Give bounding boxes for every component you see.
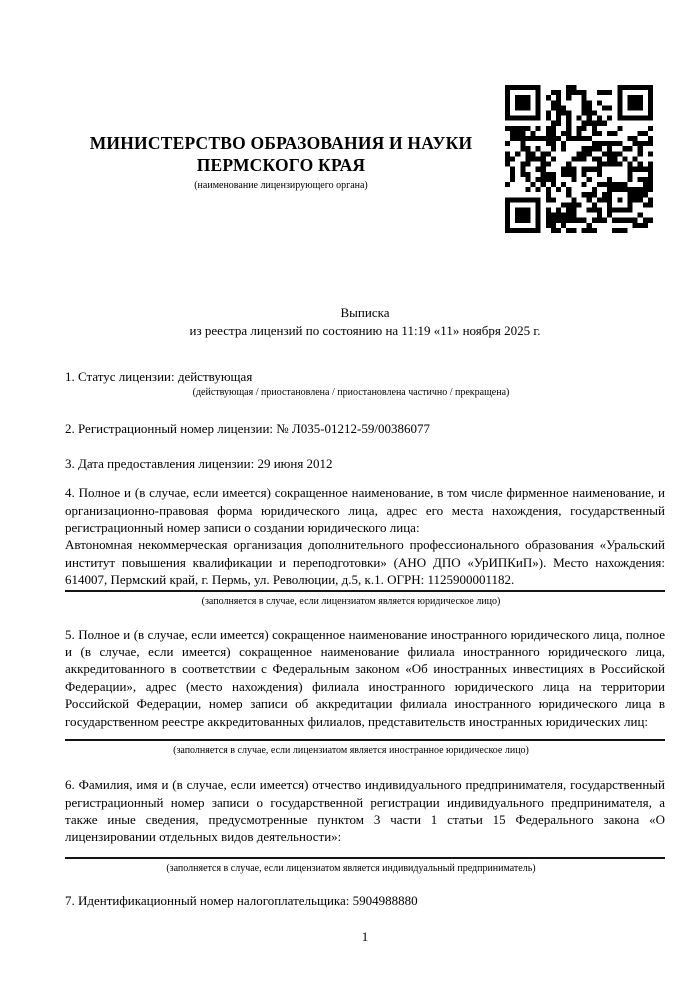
item-5-question: 5. Полное и (в случае, если имеется) сокращенное наименование иностранного юридического лица, полное и (в случае, если имеется) сокращенное наименование филиала иностранного юридического лица, аккредитованного в соответствии с Федеральным законом «Об иностранных инвестициях в Российской Федерации», адрес (место нахождения) филиала иностранного юридического лица на территории Российской Федерации, номер записи об аккредитации филиала иностранного юридического лица в государственном реестре аккредитованных филиалов, представительств иностранных юридических лиц: <box>65 626 665 729</box>
item-1-license-status: 1. Статус лицензии: действующая <box>65 369 253 384</box>
legal-entity-note: (заполняется в случае, если лицензиатом является юридическое лицо) <box>201 595 501 607</box>
item-6-question: 6. Фамилия, имя и (в случае, если имеется) отчество индивидуального предпринимателя, государственный регистрационный номер записи о государственной регистрации индивидуального предпринимателя, а также иные сведения, предусмотренные пунктом 3 части 1 статьи 15 Федерального закона «О лицензировании отдельных видов деятельности»: <box>65 777 665 845</box>
item-7-taxpayer-number: 7. Идентификационный номер налогоплательщика: 5904988880 <box>65 892 418 908</box>
ministry-name-line2: ПЕРМСКОГО КРАЯ <box>196 155 366 175</box>
document-title <box>65 304 665 340</box>
item-6-entrepreneur-block <box>65 776 665 875</box>
rule-legal-entity <box>65 590 665 592</box>
item-4-question: 4. Полное и (в случае, если имеется) сокращенное наименование, в том числе фирменное наименование, и организационно-правовая форма юридического лица, адрес его места нахождения, государственный регистрационный номер записи о создании юридического лица: <box>65 485 665 536</box>
item-4-answer: Автономная некоммерческая организация дополнительного профессионального образования «Уральский институт повышения квалификации и переподготовки» (АНО ДПО «УрИПКиП»). Место нахождения: 614007, Пермский край, г. Пермь, ул. Революции, д.5, к.1. ОГРН: 1125900001182. <box>65 537 665 588</box>
licensing-authority-header <box>65 0 497 192</box>
item-1-status-options-note: (действующая / приостановлена / приостановлена частично / прекращена) <box>192 387 510 399</box>
ministry-caption: (наименование лицензирующего органа) <box>194 180 368 191</box>
item-2-registration-number: 2. Регистрационный номер лицензии: № Л035-01212-59/00386077 <box>65 421 431 437</box>
entrepreneur-note: (заполняется в случае, если лицензиатом является индивидуальный предприниматель) <box>166 862 536 874</box>
ministry-name-line1: МИНИСТЕРСТВО ОБРАЗОВАНИЯ И НАУКИ <box>89 133 473 153</box>
qr-code-icon <box>505 83 653 235</box>
item-4-legal-entity-block <box>65 484 665 607</box>
foreign-entity-note: (заполняется в случае, если лицензиатом является иностранное юридическое лицо) <box>173 745 529 757</box>
item-3-grant-date: 3. Дата предоставления лицензии: 29 июня 2012 <box>65 455 333 471</box>
item-5-foreign-entity-block <box>65 626 665 757</box>
rule-entrepreneur <box>65 857 665 859</box>
document-title-line1: Выписка <box>340 305 390 320</box>
page-number: 1 <box>361 929 369 945</box>
rule-foreign-entity <box>65 739 665 741</box>
document-title-line2: из реестра лицензий по состоянию на 11:19 «11» ноября 2025 г. <box>189 323 541 338</box>
